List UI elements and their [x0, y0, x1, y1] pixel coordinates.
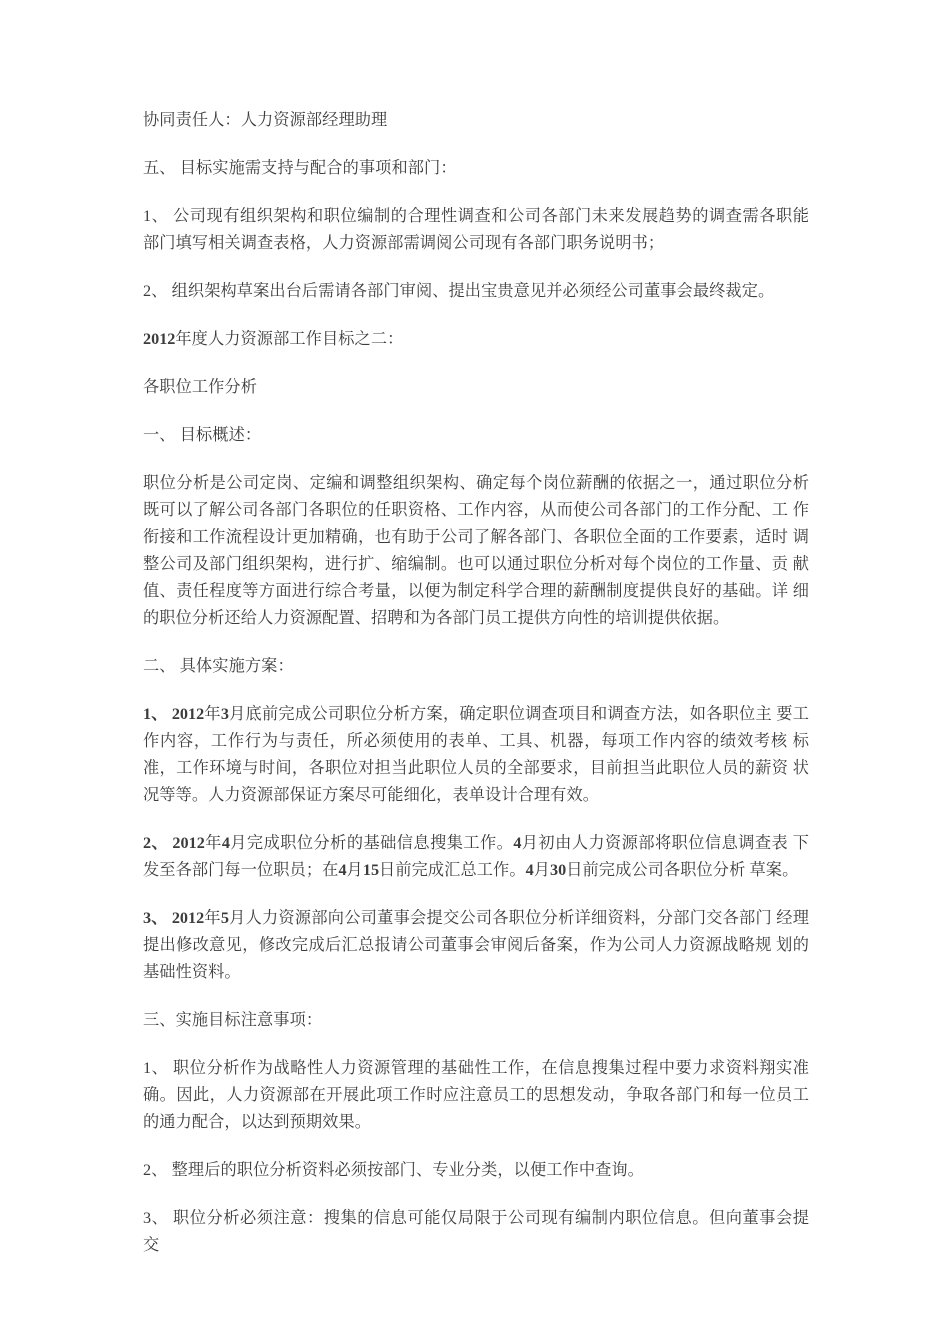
plain-text: 2、 整理后的职位分析资料必须按部门、专业分类，以便工作中查询。: [143, 1161, 644, 1179]
plain-text: 1、 公司现有组织架构和职位编制的合理性调查和公司各部门未来发展趋势的调查需各职能 部门填写相关调查表格，人力资源部需调阅公司现有各部门职务说明书；: [143, 207, 814, 252]
plain-text: 职位分析是公司定岗、定编和调整组织架构、确定每个岗位薪酬的依据之一，通过职位分析 既可以了解公司各部门各职位的任职资格、工作内容，从而使公司各部门的工作分配、工 作衔接和工作流程设计更加精确，也有助于公司了解各部门、各职位全面的工作要素，适时 调整公司及部门组织架构，进行扩、缩编制。也可以通过职位分析对每个岗位的工作量、贡 献值、责任程度等方面进行综合考量，以便为制定科学合理的薪酬制度提供良好的基础。详 细的职位分析还给人力资源配置、招聘和为各部门员工提供方向性的培训提供依据。: [143, 474, 814, 627]
plain-text: 月: [533, 861, 551, 879]
emphasis-text: 2012: [143, 330, 176, 348]
section-three-item-2: [143, 1157, 809, 1184]
section-three-item-1: [143, 1055, 814, 1136]
section-two-item-3: [143, 905, 809, 986]
section-five-item-1: [143, 203, 814, 257]
section-five-heading: [143, 155, 809, 182]
plain-text: 1、 职位分析作为战略性人力资源管理的基础性工作，在信息搜集过程中要力求资料翔实准 确。因此，人力资源部在开展此项工作时应注意员工的思想发动，争取各部门和每一位员工 的通力配合，以达到预期效果。: [143, 1059, 814, 1131]
plain-text: 年: [204, 909, 221, 927]
goal-two-title: [143, 326, 809, 353]
emphasis-text: 2012: [171, 909, 205, 927]
emphasis-text: 4: [338, 861, 347, 879]
goal-two-subtitle: [143, 374, 809, 401]
emphasis-text: 4: [525, 861, 534, 879]
emphasis-text: 3: [220, 705, 229, 723]
plain-text: 3、 职位分析必须注意：搜集的信息可能仅局限于公司现有编制内职位信息。但向董事会提 交: [143, 1209, 814, 1254]
emphasis-text: 2012: [171, 705, 205, 723]
document-text-body: [143, 107, 814, 1259]
plain-text: 月底前完成公司职位分析方案，确定职位调查项目和调查方法，如各职位主 要工作内容，工作行为与责任，所必须使用的表单、工具、机器，每项工作内容的绩效考核 标准，工作环境与时间，各职位对担当此职位人员的全部要求，目前担当此职位人员的薪资 状况等等。人力资源部保证方案尽可能细化，表单设计合理有效。: [143, 705, 810, 804]
section-two-heading: [143, 653, 809, 680]
plain-text: 二、 具体实施方案：: [143, 657, 294, 675]
section-two-item-1: [143, 701, 809, 809]
plain-text: 月完成职位分析的基础信息搜集工作。: [229, 834, 514, 852]
emphasis-text: 2、: [143, 834, 173, 852]
emphasis-text: 2012: [172, 834, 205, 852]
plain-text: 2、 组织架构草案出台后需请各部门审阅、提出宝贵意见并必须经公司董事会最终裁定。: [143, 282, 775, 300]
plain-text: 各职位工作分析: [143, 378, 258, 396]
plain-text: 日前完成公司各职位分析 草案。: [566, 861, 799, 879]
emphasis-text: 3、: [143, 909, 172, 927]
plain-text: 月人力资源部向公司董事会提交公司各职位分析详细资料，分部门交各部门 经理提出修改意见，修改完成后汇总报请公司董事会审阅后备案，作为公司人力资源战略规 划的基础性资料。: [143, 909, 810, 981]
plain-text: 年: [204, 834, 222, 852]
plain-text: 五、 目标实施需支持与配合的事项和部门：: [143, 159, 457, 177]
emphasis-text: 30: [550, 861, 567, 879]
plain-text: 月初由人力资源部将职位信息调查表 下发至各部门每一位职员；在: [143, 834, 809, 879]
section-one-body: [143, 470, 814, 632]
plain-text: 协同责任人：人力资源部经理助理: [143, 111, 388, 129]
plain-text: 年度人力资源部工作目标之二：: [175, 330, 404, 348]
section-one-heading: [143, 422, 809, 449]
coordinator: [143, 107, 809, 134]
section-three-item-3: [143, 1205, 814, 1259]
plain-text: 一、 目标概述：: [143, 426, 262, 444]
emphasis-text: 1、: [143, 705, 172, 723]
emphasis-text: 4: [513, 834, 522, 852]
section-five-item-2: [143, 278, 809, 305]
plain-text: 年: [204, 705, 221, 723]
section-three-heading: [143, 1007, 809, 1034]
plain-text: 三、实施目标注意事项：: [143, 1011, 323, 1029]
plain-text: 月: [346, 861, 363, 879]
emphasis-text: 5: [220, 909, 229, 927]
emphasis-text: 15: [362, 861, 380, 879]
emphasis-text: 4: [221, 834, 230, 852]
plain-text: 日前完成汇总工作。: [379, 861, 526, 879]
section-two-item-2: [143, 830, 809, 884]
